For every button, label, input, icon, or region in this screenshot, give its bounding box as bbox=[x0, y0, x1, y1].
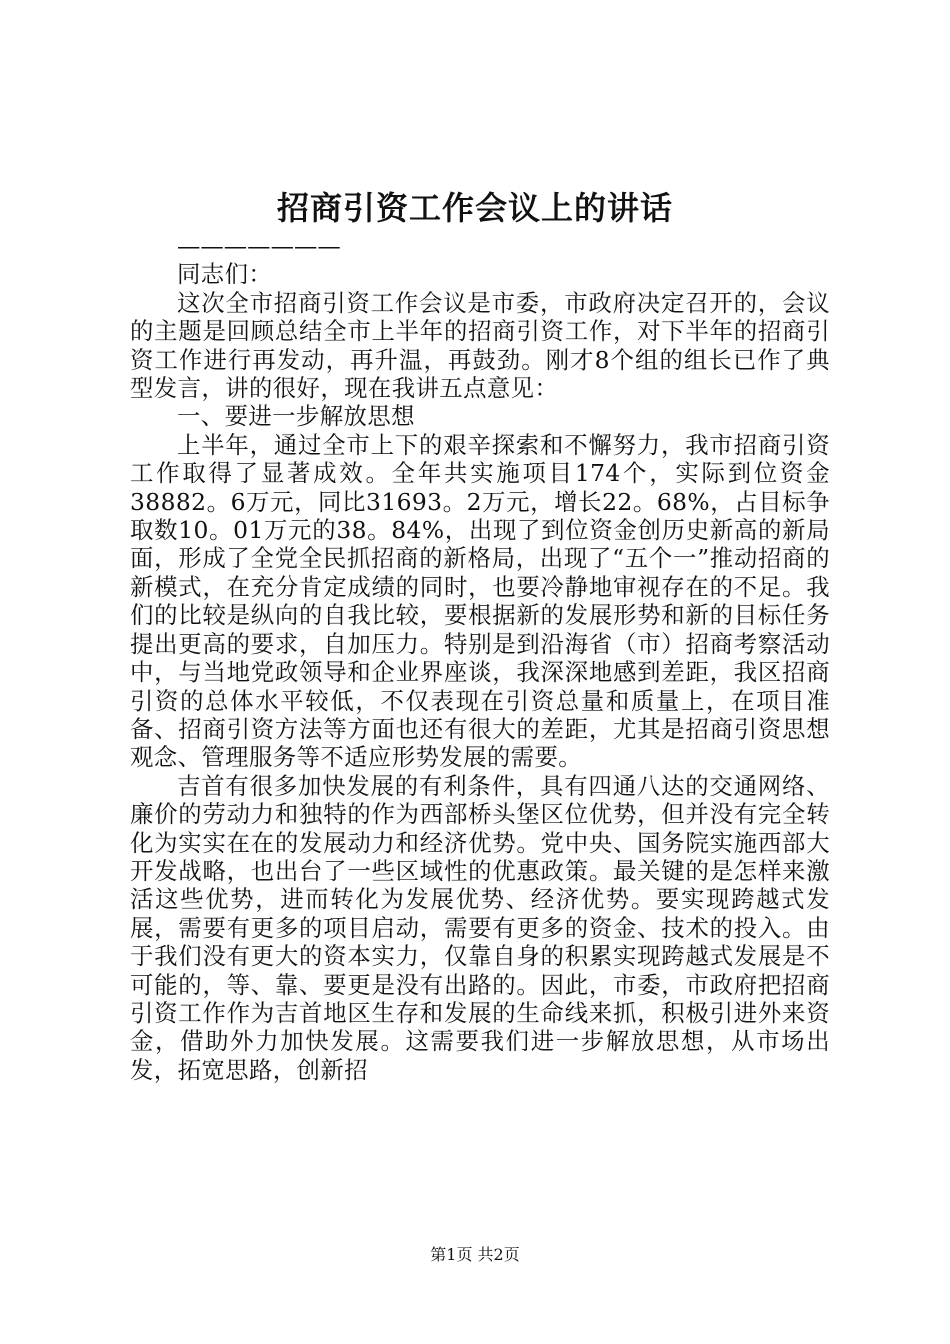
paragraph-advantages: 吉首有很多加快发展的有利条件，具有四通八达的交通网络、廉价的劳动力和独特的作为西部桥头堡区位优势，但并没有完全转化为实实在在的发展动力和经济优势。党中央、国务院实施西部大开发战略，也出台了一些区域性的优惠政策。最关键的是怎样来激活这些优势，进而转化为发展优势、经济优势。要实现跨越式发展，需要有更多的项目启动，需要有更多的资金、技术的投入。由于我们没有更大的资本实力，仅靠自身的积累实现跨越式发展是不可能的，等、靠、要更是没有出路的。因此，市委，市政府把招商引资工作作为吉首地区生存和发展的生命线来抓，积极引进外来资金，借助外力加快发展。这需要我们进一步解放思想，从市场出发，拓宽思路，创新招 bbox=[130, 771, 830, 1084]
separator-dashes: ——————— bbox=[177, 232, 341, 260]
paragraph-achievements: 上半年，通过全市上下的艰辛探索和不懈努力，我市招商引资工作取得了显著成效。全年共实施项目174个，实际到位资金38882。6万元，同比31693。2万元，增长22。68%，占目标争取数10。01万元的38。84%，出现了到位资金创历史新高的新局面，形成了全党全民抓招商的新格局，出现了“五个一”推动招商的新模式，在充分肯定成绩的同时，也要冷静地审视存在的不足。我们的比较是纵向的自我比较，要根据新的发展形势和新的目标任务提出更高的要求，自加压力。特别是到沿海省（市）招商考察活动中，与当地党政领导和企业界座谈，我深深地感到差距，我区招商引资的总体水平较低，不仅表现在引资总量和质量上，在项目准备、招商引资方法等方面也还有很大的差距，尤其是招商引资思想观念、管理服务等不适应形势发展的需要。 bbox=[130, 430, 830, 772]
page-number-footer: 第1页 共2页 bbox=[430, 1245, 520, 1264]
paragraph-intro: 这次全市招商引资工作会议是市委，市政府决定召开的，会议的主题是回顾总结全市上半年的招商引资工作，对下半年的招商引资工作进行再发动，再升温，再鼓劲。刚才8个组的组长已作了典型发言，讲的很好，现在我讲五点意见： bbox=[130, 288, 830, 403]
section-heading-1: 一、要进一步解放思想 bbox=[177, 402, 415, 431]
document-title: 招商引资工作会议上的讲话 bbox=[276, 189, 673, 227]
salutation: 同志们： bbox=[177, 260, 273, 289]
document-body bbox=[130, 232, 830, 1084]
